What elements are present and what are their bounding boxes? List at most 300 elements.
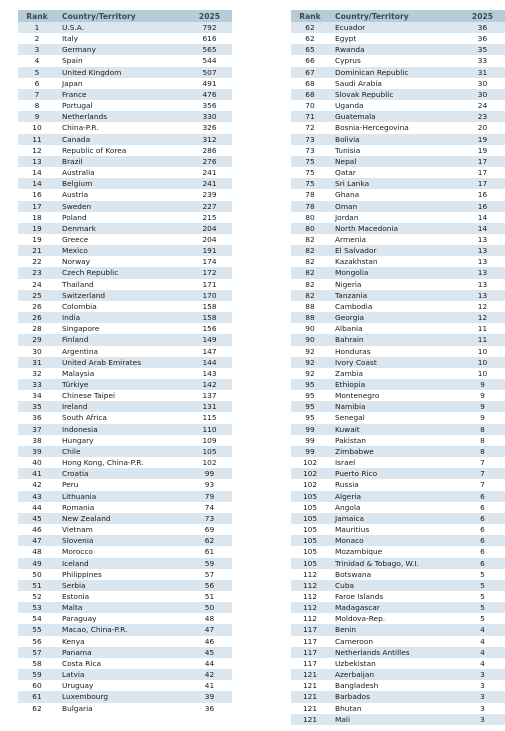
table-row bbox=[18, 256, 232, 267]
table-row bbox=[291, 680, 505, 691]
country-cell: Denmark bbox=[56, 223, 187, 234]
rank-cell: 56 bbox=[18, 636, 56, 647]
country-cell: Sweden bbox=[56, 201, 187, 212]
value-cell: 6 bbox=[460, 546, 505, 557]
rank-cell: 11 bbox=[18, 134, 56, 145]
rank-cell: 73 bbox=[291, 134, 329, 145]
rank-cell: 121 bbox=[291, 680, 329, 691]
table-row bbox=[291, 67, 505, 78]
rank-cell: 25 bbox=[18, 290, 56, 301]
rank-cell: 105 bbox=[291, 524, 329, 535]
table-row bbox=[18, 613, 232, 624]
table-row bbox=[291, 558, 505, 569]
value-cell: 19 bbox=[460, 134, 505, 145]
value-cell: 102 bbox=[187, 457, 232, 468]
table-row bbox=[18, 357, 232, 368]
value-cell: 5 bbox=[460, 591, 505, 602]
rank-cell: 42 bbox=[18, 479, 56, 490]
country-cell: Morocco bbox=[56, 546, 187, 557]
value-cell: 616 bbox=[187, 33, 232, 44]
table-row bbox=[291, 44, 505, 55]
table-row bbox=[18, 323, 232, 334]
table-row bbox=[291, 613, 505, 624]
value-cell: 9 bbox=[460, 401, 505, 412]
value-cell: 74 bbox=[187, 502, 232, 513]
rank-cell: 99 bbox=[291, 424, 329, 435]
table-row bbox=[291, 524, 505, 535]
table-row bbox=[291, 714, 505, 725]
value-cell: 16 bbox=[460, 189, 505, 200]
table-row bbox=[291, 201, 505, 212]
table-row bbox=[291, 368, 505, 379]
value-cell: 4 bbox=[460, 636, 505, 647]
rank-cell: 71 bbox=[291, 111, 329, 122]
value-cell: 8 bbox=[460, 424, 505, 435]
table-row bbox=[18, 524, 232, 535]
value-cell: 4 bbox=[460, 647, 505, 658]
table-row bbox=[291, 111, 505, 122]
header-rank: Rank bbox=[18, 10, 56, 22]
rank-cell: 92 bbox=[291, 346, 329, 357]
country-cell: Benin bbox=[329, 624, 460, 635]
rank-cell: 14 bbox=[18, 167, 56, 178]
country-cell: Jordan bbox=[329, 212, 460, 223]
table-row bbox=[291, 279, 505, 290]
value-cell: 17 bbox=[460, 167, 505, 178]
rank-cell: 28 bbox=[18, 323, 56, 334]
rank-cell: 95 bbox=[291, 379, 329, 390]
value-cell: 13 bbox=[460, 267, 505, 278]
country-cell: Mozambique bbox=[329, 546, 460, 557]
value-cell: 7 bbox=[460, 468, 505, 479]
rank-cell: 29 bbox=[18, 334, 56, 345]
rank-cell: 24 bbox=[18, 279, 56, 290]
table-row bbox=[18, 134, 232, 145]
country-cell: Belgium bbox=[56, 178, 187, 189]
rank-cell: 82 bbox=[291, 245, 329, 256]
country-cell: Hong Kong, China-P.R. bbox=[56, 457, 187, 468]
rank-cell: 105 bbox=[291, 491, 329, 502]
country-cell: Latvia bbox=[56, 669, 187, 680]
value-cell: 172 bbox=[187, 267, 232, 278]
table-row bbox=[18, 301, 232, 312]
table-row bbox=[291, 669, 505, 680]
country-cell: Mali bbox=[329, 714, 460, 725]
rank-cell: 26 bbox=[18, 301, 56, 312]
value-cell: 11 bbox=[460, 323, 505, 334]
rank-cell: 102 bbox=[291, 468, 329, 479]
table-row bbox=[18, 279, 232, 290]
country-cell: Dominican Republic bbox=[329, 67, 460, 78]
table-row bbox=[18, 435, 232, 446]
value-cell: 5 bbox=[460, 602, 505, 613]
rank-cell: 67 bbox=[291, 67, 329, 78]
value-cell: 19 bbox=[460, 145, 505, 156]
value-cell: 36 bbox=[460, 33, 505, 44]
table-row bbox=[291, 256, 505, 267]
country-cell: North Macedonia bbox=[329, 223, 460, 234]
value-cell: 105 bbox=[187, 446, 232, 457]
country-cell: Ghana bbox=[329, 189, 460, 200]
rank-cell: 75 bbox=[291, 156, 329, 167]
country-cell: Kazakhstan bbox=[329, 256, 460, 267]
rank-cell: 19 bbox=[18, 234, 56, 245]
value-cell: 79 bbox=[187, 491, 232, 502]
table-row bbox=[291, 580, 505, 591]
table-row bbox=[18, 312, 232, 323]
value-cell: 17 bbox=[460, 178, 505, 189]
country-cell: Angola bbox=[329, 502, 460, 513]
country-cell: Hungary bbox=[56, 435, 187, 446]
value-cell: 5 bbox=[460, 580, 505, 591]
value-cell: 215 bbox=[187, 212, 232, 223]
country-cell: Puerto Rico bbox=[329, 468, 460, 479]
table-row bbox=[18, 55, 232, 66]
country-cell: Netherlands Antilles bbox=[329, 647, 460, 658]
value-cell: 792 bbox=[187, 22, 232, 33]
value-cell: 44 bbox=[187, 658, 232, 669]
country-cell: Greece bbox=[56, 234, 187, 245]
rank-cell: 47 bbox=[18, 535, 56, 546]
table-body-right bbox=[291, 22, 505, 725]
table-row bbox=[291, 624, 505, 635]
rank-cell: 70 bbox=[291, 100, 329, 111]
rank-cell: 5 bbox=[18, 67, 56, 78]
table-row bbox=[18, 156, 232, 167]
table-row bbox=[291, 178, 505, 189]
table-row bbox=[18, 44, 232, 55]
country-cell: South Africa bbox=[56, 412, 187, 423]
country-cell: Portugal bbox=[56, 100, 187, 111]
table-row bbox=[18, 513, 232, 524]
value-cell: 10 bbox=[460, 368, 505, 379]
table-row bbox=[18, 658, 232, 669]
table-row bbox=[291, 647, 505, 658]
table-row bbox=[291, 55, 505, 66]
rank-cell: 19 bbox=[18, 223, 56, 234]
country-cell: New Zealand bbox=[56, 513, 187, 524]
table-row bbox=[291, 267, 505, 278]
table-row bbox=[291, 22, 505, 33]
rank-cell: 102 bbox=[291, 479, 329, 490]
table-row bbox=[18, 558, 232, 569]
table-header-row bbox=[18, 10, 232, 22]
rank-cell: 32 bbox=[18, 368, 56, 379]
rank-cell: 88 bbox=[291, 312, 329, 323]
table-row bbox=[291, 602, 505, 613]
rank-cell: 4 bbox=[18, 55, 56, 66]
value-cell: 13 bbox=[460, 234, 505, 245]
rank-cell: 102 bbox=[291, 457, 329, 468]
country-cell: Armenia bbox=[329, 234, 460, 245]
country-cell: Pakistan bbox=[329, 435, 460, 446]
value-cell: 24 bbox=[460, 100, 505, 111]
table-row bbox=[291, 546, 505, 557]
country-cell: Czech Republic bbox=[56, 267, 187, 278]
table-row bbox=[291, 457, 505, 468]
country-cell: Colombia bbox=[56, 301, 187, 312]
table-row bbox=[18, 390, 232, 401]
value-cell: 69 bbox=[187, 524, 232, 535]
value-cell: 6 bbox=[460, 502, 505, 513]
country-cell: Finland bbox=[56, 334, 187, 345]
value-cell: 30 bbox=[460, 78, 505, 89]
country-cell: Honduras bbox=[329, 346, 460, 357]
rank-cell: 99 bbox=[291, 435, 329, 446]
country-cell: El Salvador bbox=[329, 245, 460, 256]
rank-cell: 2 bbox=[18, 33, 56, 44]
value-cell: 565 bbox=[187, 44, 232, 55]
table-row bbox=[291, 189, 505, 200]
country-cell: Republic of Korea bbox=[56, 145, 187, 156]
country-cell: Chinese Taipei bbox=[56, 390, 187, 401]
table-row bbox=[18, 245, 232, 256]
rank-cell: 95 bbox=[291, 401, 329, 412]
table-row bbox=[18, 67, 232, 78]
value-cell: 59 bbox=[187, 558, 232, 569]
table-row bbox=[291, 122, 505, 133]
table-row bbox=[18, 334, 232, 345]
table-row bbox=[291, 89, 505, 100]
country-cell: Malta bbox=[56, 602, 187, 613]
table-row bbox=[291, 346, 505, 357]
value-cell: 11 bbox=[460, 334, 505, 345]
country-cell: Panama bbox=[56, 647, 187, 658]
rank-cell: 82 bbox=[291, 256, 329, 267]
value-cell: 42 bbox=[187, 669, 232, 680]
table-row bbox=[291, 569, 505, 580]
country-cell: Slovak Republic bbox=[329, 89, 460, 100]
table-row bbox=[291, 223, 505, 234]
country-cell: Bangladesh bbox=[329, 680, 460, 691]
country-cell: France bbox=[56, 89, 187, 100]
country-cell: Malaysia bbox=[56, 368, 187, 379]
table-row bbox=[291, 401, 505, 412]
country-cell: Bahrain bbox=[329, 334, 460, 345]
rank-cell: 62 bbox=[291, 33, 329, 44]
value-cell: 204 bbox=[187, 223, 232, 234]
country-cell: Spain bbox=[56, 55, 187, 66]
table-row bbox=[18, 424, 232, 435]
value-cell: 36 bbox=[460, 22, 505, 33]
rank-cell: 105 bbox=[291, 558, 329, 569]
country-cell: Netherlands bbox=[56, 111, 187, 122]
rank-cell: 112 bbox=[291, 591, 329, 602]
rank-cell: 37 bbox=[18, 424, 56, 435]
table-row bbox=[291, 145, 505, 156]
country-cell: Montenegro bbox=[329, 390, 460, 401]
country-cell: Namibia bbox=[329, 401, 460, 412]
rank-cell: 65 bbox=[291, 44, 329, 55]
rank-cell: 45 bbox=[18, 513, 56, 524]
table-row bbox=[18, 446, 232, 457]
value-cell: 241 bbox=[187, 167, 232, 178]
table-header-row bbox=[291, 10, 505, 22]
value-cell: 13 bbox=[460, 245, 505, 256]
country-cell: Costa Rica bbox=[56, 658, 187, 669]
rank-cell: 46 bbox=[18, 524, 56, 535]
table-row bbox=[18, 535, 232, 546]
country-cell: Trinidad & Tobago, W.I. bbox=[329, 558, 460, 569]
value-cell: 7 bbox=[460, 479, 505, 490]
table-row bbox=[18, 89, 232, 100]
rank-cell: 48 bbox=[18, 546, 56, 557]
rank-cell: 117 bbox=[291, 658, 329, 669]
value-cell: 9 bbox=[460, 379, 505, 390]
table-row bbox=[291, 703, 505, 714]
value-cell: 3 bbox=[460, 680, 505, 691]
rank-cell: 14 bbox=[18, 178, 56, 189]
table-row bbox=[18, 457, 232, 468]
country-cell: Argentina bbox=[56, 346, 187, 357]
country-cell: Peru bbox=[56, 479, 187, 490]
value-cell: 50 bbox=[187, 602, 232, 613]
country-cell: Ireland bbox=[56, 401, 187, 412]
rank-cell: 10 bbox=[18, 122, 56, 133]
rank-cell: 13 bbox=[18, 156, 56, 167]
value-cell: 239 bbox=[187, 189, 232, 200]
rank-cell: 31 bbox=[18, 357, 56, 368]
country-cell: Ivory Coast bbox=[329, 357, 460, 368]
rank-cell: 117 bbox=[291, 636, 329, 647]
value-cell: 48 bbox=[187, 613, 232, 624]
value-cell: 12 bbox=[460, 301, 505, 312]
value-cell: 57 bbox=[187, 569, 232, 580]
table-row bbox=[18, 580, 232, 591]
rank-cell: 35 bbox=[18, 401, 56, 412]
value-cell: 174 bbox=[187, 256, 232, 267]
value-cell: 35 bbox=[460, 44, 505, 55]
table-row bbox=[291, 167, 505, 178]
rank-cell: 112 bbox=[291, 580, 329, 591]
value-cell: 23 bbox=[460, 111, 505, 122]
table-row bbox=[18, 669, 232, 680]
table-row bbox=[291, 323, 505, 334]
rank-cell: 21 bbox=[18, 245, 56, 256]
table-row bbox=[291, 446, 505, 457]
country-cell: Cambodia bbox=[329, 301, 460, 312]
table-row bbox=[291, 312, 505, 323]
value-cell: 56 bbox=[187, 580, 232, 591]
rank-cell: 22 bbox=[18, 256, 56, 267]
country-cell: Barbados bbox=[329, 691, 460, 702]
ranking-table-right bbox=[291, 10, 505, 725]
rank-cell: 38 bbox=[18, 435, 56, 446]
table-row bbox=[291, 502, 505, 513]
rank-cell: 60 bbox=[18, 680, 56, 691]
table-row bbox=[18, 636, 232, 647]
rank-cell: 105 bbox=[291, 513, 329, 524]
rank-cell: 82 bbox=[291, 267, 329, 278]
country-cell: Uzbekistan bbox=[329, 658, 460, 669]
country-cell: Romania bbox=[56, 502, 187, 513]
country-cell: Brazil bbox=[56, 156, 187, 167]
rank-cell: 59 bbox=[18, 669, 56, 680]
country-cell: Slovenia bbox=[56, 535, 187, 546]
table-row bbox=[18, 479, 232, 490]
table-row bbox=[291, 424, 505, 435]
country-cell: Guatemala bbox=[329, 111, 460, 122]
rank-cell: 112 bbox=[291, 613, 329, 624]
country-cell: Algeria bbox=[329, 491, 460, 502]
rank-cell: 33 bbox=[18, 379, 56, 390]
rank-cell: 1 bbox=[18, 22, 56, 33]
value-cell: 204 bbox=[187, 234, 232, 245]
country-cell: Estonia bbox=[56, 591, 187, 602]
table-row bbox=[18, 368, 232, 379]
value-cell: 5 bbox=[460, 569, 505, 580]
country-cell: Bolivia bbox=[329, 134, 460, 145]
value-cell: 156 bbox=[187, 323, 232, 334]
table-row bbox=[291, 658, 505, 669]
rank-cell: 30 bbox=[18, 346, 56, 357]
rank-cell: 18 bbox=[18, 212, 56, 223]
value-cell: 6 bbox=[460, 491, 505, 502]
table-row bbox=[18, 267, 232, 278]
value-cell: 491 bbox=[187, 78, 232, 89]
value-cell: 47 bbox=[187, 624, 232, 635]
value-cell: 45 bbox=[187, 647, 232, 658]
rank-cell: 44 bbox=[18, 502, 56, 513]
country-cell: Singapore bbox=[56, 323, 187, 334]
ranking-table-left bbox=[18, 10, 232, 714]
country-cell: Moldova-Rep. bbox=[329, 613, 460, 624]
country-cell: Paraguay bbox=[56, 613, 187, 624]
country-cell: Croatia bbox=[56, 468, 187, 479]
country-cell: Chile bbox=[56, 446, 187, 457]
rank-cell: 34 bbox=[18, 390, 56, 401]
value-cell: 312 bbox=[187, 134, 232, 145]
rank-cell: 40 bbox=[18, 457, 56, 468]
value-cell: 30 bbox=[460, 89, 505, 100]
rank-cell: 9 bbox=[18, 111, 56, 122]
value-cell: 14 bbox=[460, 212, 505, 223]
value-cell: 3 bbox=[460, 714, 505, 725]
table-row bbox=[291, 691, 505, 702]
header-country: Country/Territory bbox=[329, 10, 460, 22]
country-cell: Bhutan bbox=[329, 703, 460, 714]
table-row bbox=[291, 591, 505, 602]
country-cell: Cuba bbox=[329, 580, 460, 591]
country-cell: Philippines bbox=[56, 569, 187, 580]
rank-cell: 121 bbox=[291, 691, 329, 702]
rank-cell: 121 bbox=[291, 703, 329, 714]
table-row bbox=[291, 479, 505, 490]
table-row bbox=[291, 334, 505, 345]
value-cell: 13 bbox=[460, 279, 505, 290]
rank-cell: 121 bbox=[291, 669, 329, 680]
value-cell: 356 bbox=[187, 100, 232, 111]
value-cell: 20 bbox=[460, 122, 505, 133]
rank-cell: 54 bbox=[18, 613, 56, 624]
table-row bbox=[18, 680, 232, 691]
rank-cell: 58 bbox=[18, 658, 56, 669]
table-row bbox=[291, 412, 505, 423]
table-row bbox=[291, 390, 505, 401]
value-cell: 4 bbox=[460, 658, 505, 669]
rank-cell: 90 bbox=[291, 323, 329, 334]
rank-cell: 6 bbox=[18, 78, 56, 89]
table-row bbox=[18, 546, 232, 557]
country-cell: Monaco bbox=[329, 535, 460, 546]
value-cell: 8 bbox=[460, 446, 505, 457]
value-cell: 62 bbox=[187, 535, 232, 546]
table-row bbox=[291, 468, 505, 479]
country-cell: Jamaica bbox=[329, 513, 460, 524]
country-cell: U.S.A. bbox=[56, 22, 187, 33]
value-cell: 137 bbox=[187, 390, 232, 401]
rank-cell: 49 bbox=[18, 558, 56, 569]
